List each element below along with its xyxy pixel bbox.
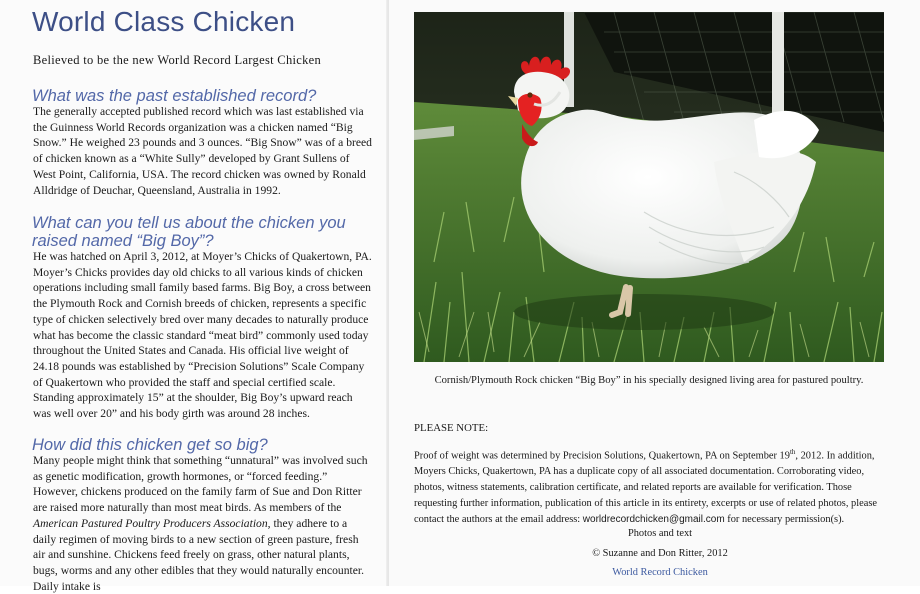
- note-heading: PLEASE NOTE:: [414, 422, 489, 434]
- section-body-how-big: [33, 453, 373, 594]
- article-subtitle: Believed to be the new World Record Largest Chicken: [33, 53, 322, 67]
- note-date-suffix: th: [789, 448, 796, 456]
- contact-email[interactable]: worldrecordchicken@gmail.com: [582, 514, 725, 526]
- note-body-part-c: for necessary permission(s).: [724, 514, 845, 526]
- chicken-photo-illustration: [414, 12, 884, 362]
- section-heading-big-boy-line2: raised named “Big Boy”?: [32, 232, 214, 250]
- section-body-past-record: The generally accepted published record which was last established via the Guinness World Records organization was a chicken named “Big Snow.” He weighed 23 pounds and 3 ounces. “Big Snow” was of a breed of chicken known as a “White Sully” developed by Grant Sullens of West Point, California, USA. The record chicken was owned by Ronald Alldridge of Deuchar, Queensland, Australia in 1992.: [33, 105, 372, 197]
- note-body: [414, 444, 888, 528]
- credit-copyright: © Suzanne and Don Ritter, 2012: [592, 548, 728, 559]
- note-body-part-a: Proof of weight was determined by Precision Solutions, Quakertown, PA on September 19: [414, 450, 790, 462]
- section-heading-how-big: How did this chicken get so big?: [32, 436, 268, 454]
- article-title: World Class Chicken: [32, 6, 296, 37]
- association-name: American Pastured Poultry Producers Association,: [33, 516, 271, 530]
- section-body-how-big-part-a: Many people might think that something “unnatural” was involved such as genetic modification, growth hormones, or “forced feeding.” However, chickens produced on the family farm of Sue and Don Ritter are raised more naturally than most meat birds. As members of the: [33, 454, 368, 515]
- chicken-photo: [414, 12, 884, 362]
- photo-caption: Cornish/Plymouth Rock chicken “Big Boy” in his specially designed living area for pastured poultry.: [434, 375, 864, 386]
- section-heading-big-boy: [32, 214, 346, 250]
- section-body-how-big-part-b: they adhere to a daily regimen of moving birds to a new section of green pasture, fresh air and sunshine. Chickens feed freely on grass, other natural plants, bugs, worms and any other edibles that they would naturally encounter. Daily intake is: [33, 516, 364, 593]
- credit-photos-text: Photos and text: [627, 528, 693, 539]
- credit-world-record-chicken: World Record Chicken: [612, 567, 708, 578]
- section-body-big-boy: He was hatched on April 3, 2012, at Moyer’s Chicks of Quakertown, PA. Moyer’s Chicks provides day old chicks to all various kinds of chicken operations including small family based farms. Big Boy, a cross between the Plymouth Rock and Cornish breeds of chicken, represents a specific type of chicken selectively bred over many decades to naturally produce what has become the classic standard “meat bird” commonly used today throughout the United States and Canada. His official live weight of 24.18 pounds was established by “Precision Solutions” Scale Company of Quakertown who provided the staff and special certified scale. Standing approximately 15” at the shoulder, Big Boy’s upward reach was well over 20” and his body girth was around 28 inches.: [33, 250, 372, 421]
- note-body-part-b: , 2012. In addition, Moyers Chicks, Quakertown, PA has a duplicate copy of all associated documentation. Corroborating video, photos, witness statements, calibration certificate, and related reports are available for verification. Those requesting further information, publication of this article in its entirety, excerpts or use of related photos, please contact the authors at the email address:: [414, 450, 878, 526]
- section-heading-past-record: What was the past established record?: [32, 87, 317, 105]
- left-page: [0, 0, 388, 593]
- section-heading-big-boy-line1: What can you tell us about the chicken you: [32, 214, 346, 232]
